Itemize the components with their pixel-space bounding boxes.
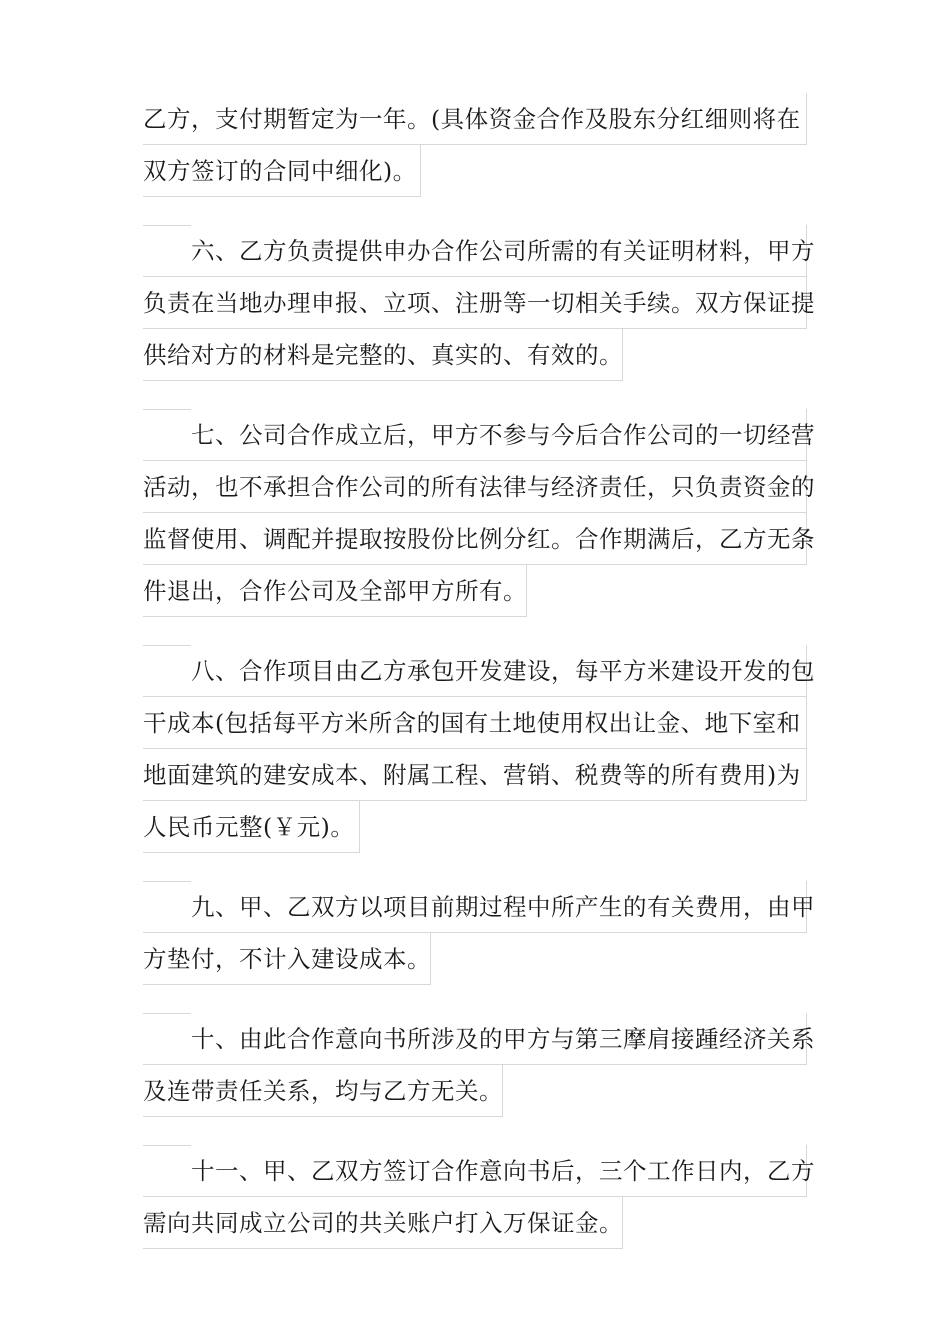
paragraph-11 xyxy=(143,1145,813,1249)
paragraph-8 xyxy=(143,645,813,853)
paragraph-10 xyxy=(143,1013,813,1117)
text-line: 负责在当地办理申报、立项、注册等一切相关手续。双方保证提 xyxy=(143,277,807,329)
text-line: 九、甲、乙双方以项目前期过程中所产生的有关费用，由甲 xyxy=(143,881,807,933)
paragraph-6 xyxy=(143,225,813,381)
text-line: 七、公司合作成立后，甲方不参与今后合作公司的一切经营 xyxy=(143,409,807,461)
text-line: 人民币元整(￥元)。 xyxy=(143,801,360,853)
text-line: 八、合作项目由乙方承包开发建设，每平方米建设开发的包 xyxy=(143,645,807,697)
text-line: 活动，也不承担合作公司的所有法律与经济责任，只负责资金的 xyxy=(143,461,807,513)
text-line: 需向共同成立公司的共关账户打入万保证金。 xyxy=(143,1197,623,1249)
document-body xyxy=(143,93,813,1277)
paragraph-9 xyxy=(143,881,813,985)
text-line: 十、由此合作意向书所涉及的甲方与第三摩肩接踵经济关系 xyxy=(143,1013,807,1065)
paragraph-5-continuation xyxy=(143,93,813,197)
text-line: 供给对方的材料是完整的、真实的、有效的。 xyxy=(143,329,623,381)
text-line: 监督使用、调配并提取按股份比例分红。合作期满后，乙方无条 xyxy=(143,513,807,565)
paragraph-7 xyxy=(143,409,813,617)
text-line: 方垫付，不计入建设成本。 xyxy=(143,933,431,985)
text-line: 地面建筑的建安成本、附属工程、营销、税费等的所有费用)为 xyxy=(143,749,807,801)
text-line: 乙方，支付期暂定为一年。(具体资金合作及股东分红细则将在 xyxy=(143,93,807,145)
text-line: 双方签订的合同中细化)。 xyxy=(143,145,421,197)
text-line: 六、乙方负责提供申办合作公司所需的有关证明材料，甲方 xyxy=(143,225,807,277)
text-line: 干成本(包括每平方米所含的国有土地使用权出让金、地下室和 xyxy=(143,697,807,749)
text-line: 及连带责任关系，均与乙方无关。 xyxy=(143,1065,503,1117)
text-line: 十一、甲、乙双方签订合作意向书后，三个工作日内，乙方 xyxy=(143,1145,807,1197)
text-line: 件退出，合作公司及全部甲方所有。 xyxy=(143,565,527,617)
